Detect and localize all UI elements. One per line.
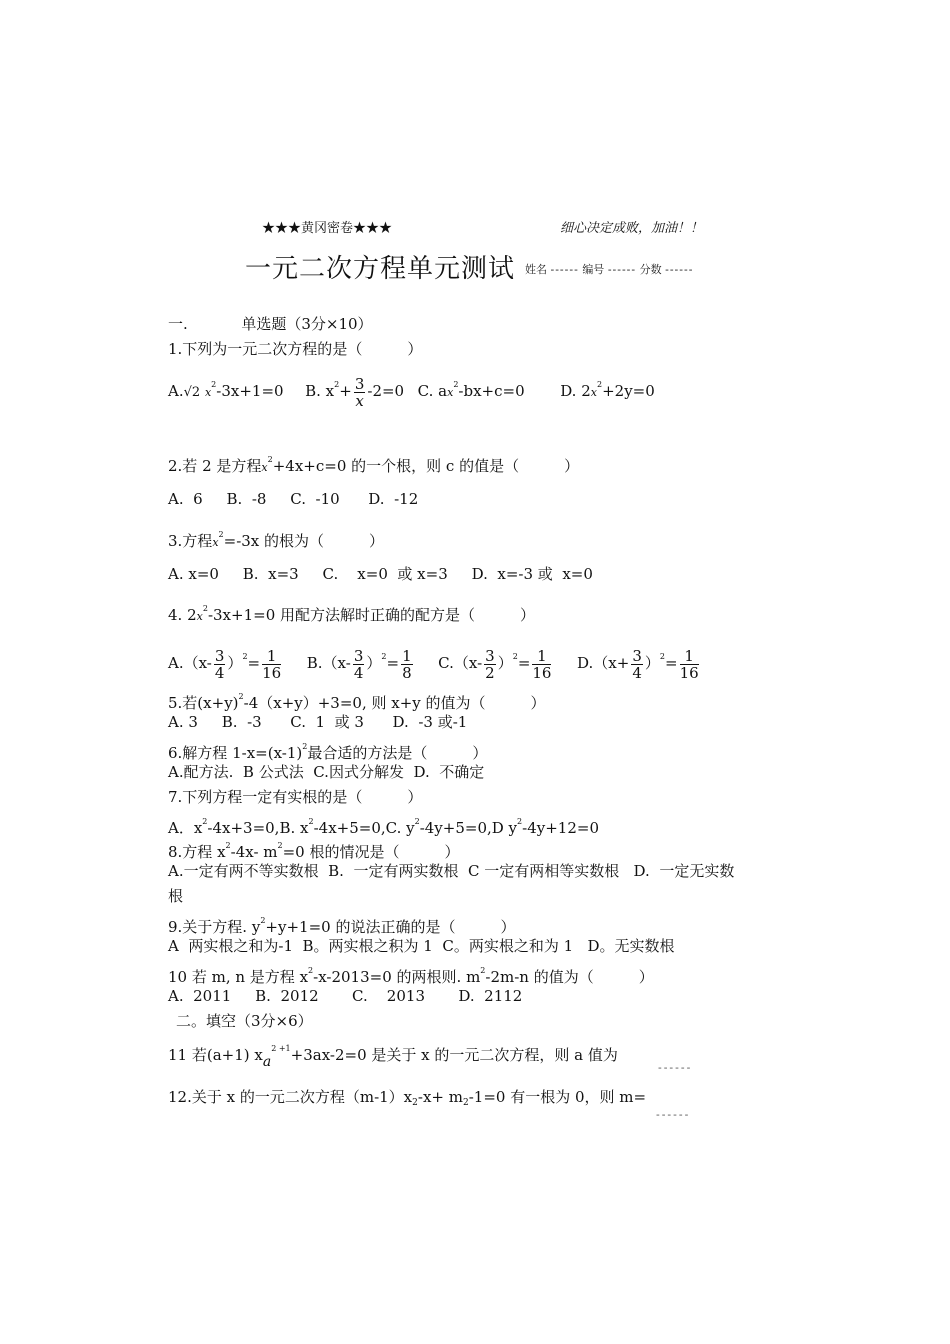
question-10-options: A. 2011 B. 2012 C. 2013 D. 2112 bbox=[168, 987, 523, 1005]
question-5-options: A. 3 B. -3 C. 1 或 3 D. -3 或-1 bbox=[168, 713, 468, 731]
question-9-stem: 9.关于方程. $y^2+y+1=0$ 的说法正确的是（ ） bbox=[168, 916, 516, 936]
question-1-stem: 1.下列为一元二次方程的是（ ） bbox=[168, 340, 423, 358]
page-title: 一元二次方程单元测试 bbox=[245, 254, 516, 284]
question-5-stem: 5.若$(x+y)^2-4(x+y)+3=0$, 则 x+y 的值为（ ） bbox=[168, 692, 546, 712]
question-6-options: A.配方法. B 公式法 C.因式分解发 D. 不确定 bbox=[168, 763, 485, 781]
section-1-heading bbox=[168, 314, 373, 334]
q11-answer-blank[interactable]: ------ bbox=[658, 1061, 693, 1074]
exam-banner: ★★★黄冈密卷★★★ bbox=[262, 221, 393, 236]
question-12-stem: 12.关于 x 的一元二次方程$(m-1)x_2-x+ m_2-1=0$ 有一根为 0，则 m= bbox=[168, 1088, 647, 1108]
exam-motto: 细心决定成败，加油！！ bbox=[560, 221, 704, 236]
question-2-stem: 2.若 2 是方程$x^2+4x+c=0$ 的一个根，则 c 的值是（ ） bbox=[168, 455, 580, 475]
question-10-stem: 10 若 m, n 是方程 $x^2-x-2013=0$ 的两根则. $m^2-2m-n$ 的值为（ ） bbox=[168, 966, 654, 986]
q4-option-b: B.（x- $\frac{3}{4}$ ）$^2$= $\frac{1}{8}$ bbox=[306, 646, 412, 682]
question-9-options: A 两实根之和为-1 B。两实根之积为 1 C。两实根之和为 1 D。无实数根 bbox=[168, 937, 675, 955]
question-6-stem: 6.解方程 $1-x=(x-1)^2$最合适的方法是（ ） bbox=[168, 742, 488, 762]
name-label: 姓名 bbox=[525, 263, 547, 276]
sqrt-2: √2 bbox=[183, 385, 201, 400]
question-7-options: A．$x^2-4x+3=0,B$. $x^2-4x+5=0,C$. $y^2-4y+5=0,D$ $y^2-4y+12=0$ bbox=[168, 817, 599, 837]
question-4-options bbox=[168, 638, 701, 682]
q4-option-c: C.（x- $\frac{3}{2}$ ）$^2$= $\frac{1}{16}$ bbox=[438, 646, 552, 682]
question-4-stem: 4. $2x^2-3x+1=0$ 用配方法解时正确的配方是（ ） bbox=[168, 604, 536, 624]
number-blank: ------ bbox=[607, 263, 637, 276]
question-8-options-wrap: 根 bbox=[168, 887, 184, 905]
fraction-3-over-x: $\frac{3}{x}$ bbox=[354, 374, 365, 410]
question-8-options: A.一定有两不等实数根 B. 一定有两实数根 C 一定有两相等实数根 D. 一定无实数 bbox=[168, 862, 735, 880]
question-11-stem: 11 若(a+1) $xa^{2 +1}+3ax-2=0$ 是关于 x 的一元二次方程，则 a 值为 bbox=[168, 1044, 618, 1070]
score-blank: ------ bbox=[665, 263, 694, 276]
question-3-options: A. x=0 B. x=3 C. x=0 或 x=3 D. x=-3 或 x=0 bbox=[168, 565, 593, 583]
name-blank: ------ bbox=[550, 263, 579, 276]
question-1-options: A.√2 $x^2-3x+1=0$ B. $x^2+$ $\frac{3}{x}$ -2=0 C. $ax^2-bx+c=0$ D. $2x^2+2y=0$ bbox=[168, 374, 655, 410]
question-3-stem: 3.方程$x^2=-3x$ 的根为（ ） bbox=[168, 530, 385, 550]
section-1-number: 一. bbox=[168, 315, 188, 333]
q12-answer-blank[interactable]: ------ bbox=[656, 1108, 691, 1121]
question-8-stem: 8.方程 $x^2-4x-$ $m^2=0$ 根的情况是（ ） bbox=[168, 841, 460, 861]
question-7-stem: 7.下列方程一定有实根的是（ ） bbox=[168, 788, 423, 806]
section-1-title: 单选题（3分×10） bbox=[241, 315, 373, 333]
q4-option-d: D.（x+ $\frac{3}{4}$ ）$^2$= $\frac{1}{16}$ bbox=[577, 646, 699, 682]
q4-option-a: A.（x- $\frac{3}{4}$ ）$^2$= $\frac{1}{16}$ bbox=[168, 646, 282, 682]
info-fields bbox=[525, 261, 693, 277]
number-label: 编号 bbox=[582, 263, 605, 276]
score-label: 分数 bbox=[639, 263, 662, 276]
question-2-options: A. 6 B. -8 C. -10 D. -12 bbox=[168, 490, 419, 508]
section-2-heading: 二。填空（3分×6） bbox=[176, 1012, 313, 1030]
